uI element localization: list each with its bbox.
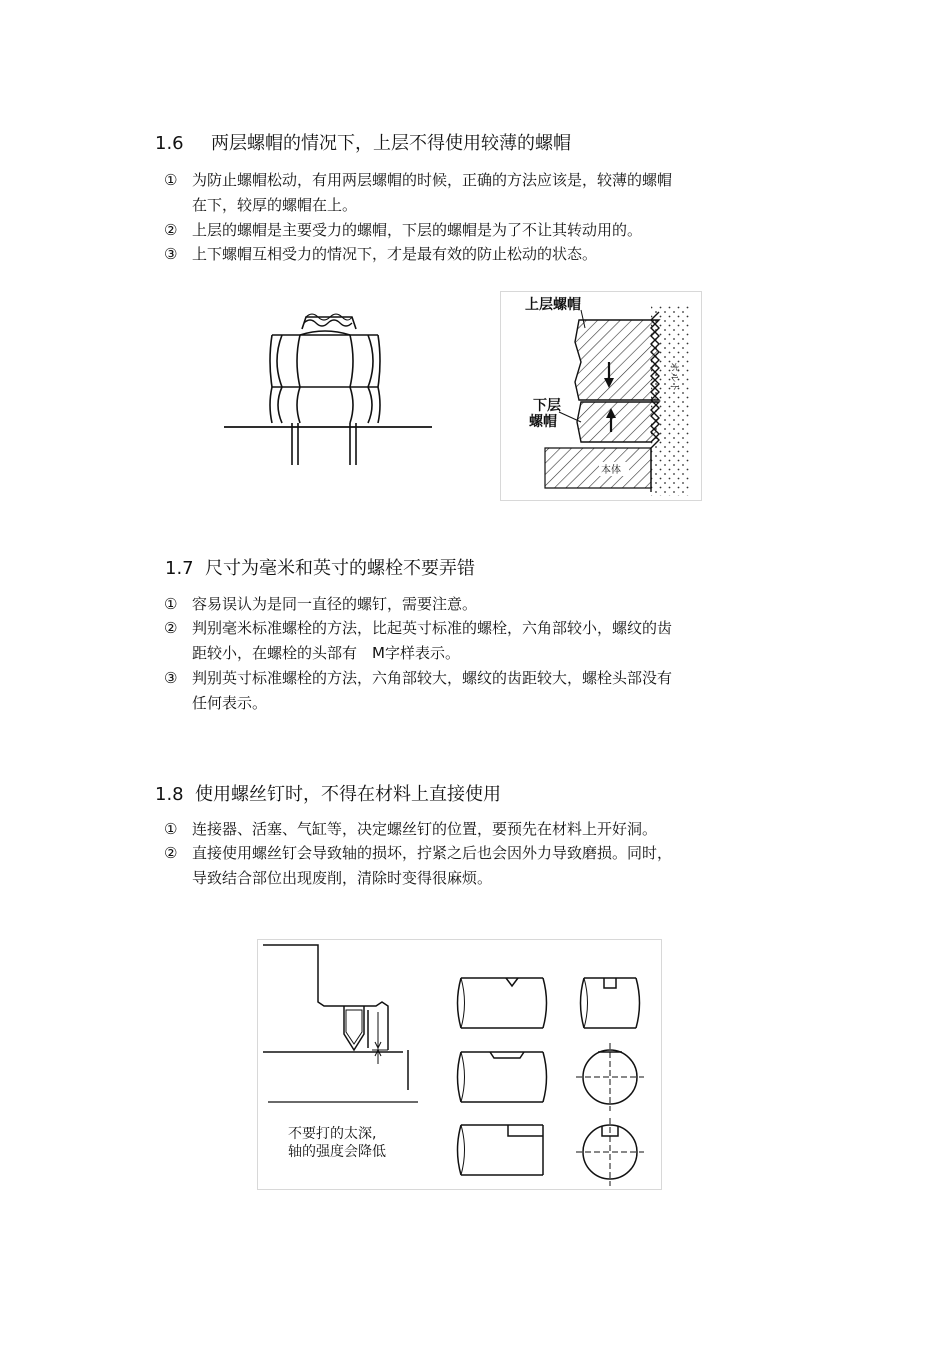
set-screw-drawing (258, 940, 662, 1190)
item-text-line: 连接器、活塞、气缸等，决定螺丝钉的位置，要预先在材料上开好洞。 (192, 820, 658, 838)
item-marker: ③ (164, 245, 178, 263)
item-marker: ① (164, 820, 178, 838)
nut-cross-section-figure (500, 291, 702, 501)
item-marker: ② (164, 844, 178, 862)
list-item (164, 168, 804, 218)
item-marker: ③ (164, 669, 178, 687)
section-title: 两层螺帽的情况下，上层不得使用较薄的螺帽 (211, 133, 571, 154)
section-title: 尺寸为毫米和英寸的螺栓不要弄错 (205, 558, 475, 579)
set-screw-figure (257, 939, 662, 1190)
list-item (164, 666, 804, 716)
lower-nut-label-1: 下层 (533, 398, 561, 414)
section-number: 1.7 (165, 558, 194, 579)
lower-nut-label-2: 螺帽 (529, 414, 557, 430)
section-title: 使用螺丝钉时，不得在材料上直接使用 (195, 784, 501, 805)
item-text-line: 判别毫米标准螺栓的方法，比起英寸标准的螺栓，六角部较小，螺纹的齿 (192, 619, 673, 637)
list-item (164, 616, 804, 666)
item-marker: ① (164, 171, 178, 189)
nut-cross-section-drawing (501, 292, 702, 501)
item-text-line: 直接使用螺丝钉会导致轴的损坏，拧紧之后也会因外力导致磨损。同时， (192, 844, 673, 862)
section-number: 1.6 (155, 133, 184, 154)
item-marker: ② (164, 221, 178, 239)
item-text-line: 上下螺帽互相受力的情况下，才是最有效的防止松动的状态。 (192, 245, 598, 263)
item-text-line: 导致结合部位出现废削，清除时变得很麻烦。 (192, 869, 493, 887)
list-item (164, 841, 804, 891)
item-text-line: 距较小，在螺栓的头部有 M字样表示。 (192, 644, 460, 662)
item-text-line: 在下，较厚的螺帽在上。 (192, 196, 358, 214)
warning-text-line-1: 不要打的太深, (288, 1126, 377, 1142)
body-label: 本体 (601, 465, 621, 476)
list-item (164, 242, 804, 267)
bolt-label: ボルト (668, 362, 679, 392)
list-item (164, 592, 804, 617)
double-nut-figure (220, 305, 435, 470)
item-marker: ② (164, 619, 178, 637)
warning-text-line-2: 轴的强度会降低 (288, 1144, 386, 1160)
section-number: 1.8 (155, 784, 184, 805)
item-text-line: 任何表示。 (192, 694, 268, 712)
item-text-line: 为防止螺帽松动，有用两层螺帽的时候，正确的方法应该是，较薄的螺帽 (192, 171, 673, 189)
double-nut-drawing (220, 305, 435, 470)
item-text-line: 上层的螺帽是主要受力的螺帽，下层的螺帽是为了不让其转动用的。 (192, 221, 643, 239)
item-text-line: 容易误认为是同一直径的螺钉，需要注意。 (192, 595, 478, 613)
section-heading-1-7 (165, 554, 475, 580)
item-marker: ① (164, 595, 178, 613)
item-text-line: 判别英寸标准螺栓的方法，六角部较大，螺纹的齿距较大，螺栓头部没有 (192, 669, 673, 687)
list-item (164, 218, 804, 243)
section-heading-1-8 (155, 780, 501, 806)
list-item (164, 817, 804, 842)
upper-nut-label: 上层螺帽 (525, 297, 581, 313)
section-heading-1-6 (155, 129, 571, 155)
